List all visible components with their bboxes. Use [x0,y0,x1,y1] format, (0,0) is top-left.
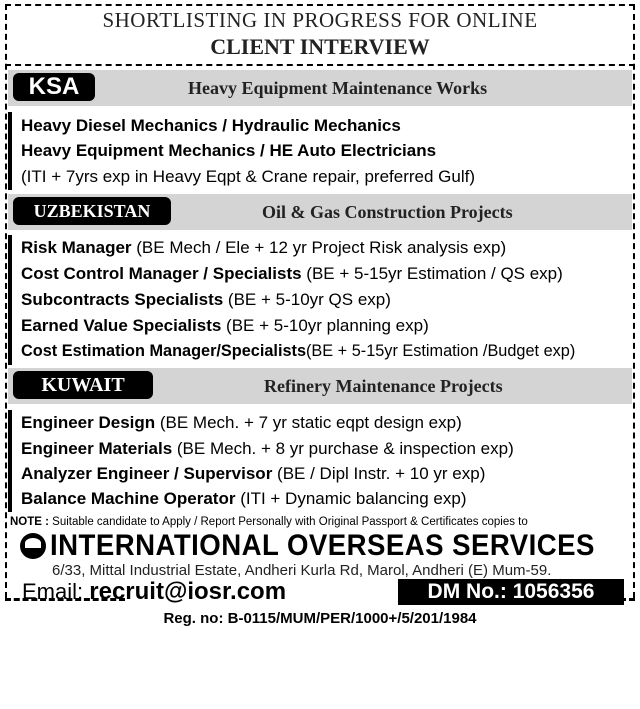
registration-number: Reg. no: B-0115/MUM/PER/1000+/5/201/1984 [163,610,477,627]
job-line: Heavy Diesel Mechanics / Hydraulic Mechanics [21,116,401,135]
country-badge-kuwait: KUWAIT [13,371,153,399]
job-line: Cost Estimation Manager/Specialists(BE + 5-15yr Estimation /Budget exp) [21,342,576,360]
job-line: Engineer Design (BE Mech. + 7 yr static eqpt design exp) [21,413,462,432]
company-name: INTERNATIONAL OVERSEAS SERVICES [50,529,595,562]
country-badge-uzbekistan: UZBEKISTAN [13,197,171,225]
job-line: Risk Manager (BE Mech / Ele + 12 yr Project Risk analysis exp) [21,238,507,257]
header-line-1: SHORTLISTING IN PROGRESS FOR ONLINE [102,8,538,32]
section-band-ksa [8,70,632,106]
section-bar-kuwait [8,410,12,512]
country-badge-ksa: KSA [13,73,95,101]
header-line-2: CLIENT INTERVIEW [210,34,430,59]
company-address: 6/33, Mittal Industrial Estate, Andheri Kurla Rd, Marol, Andheri (E) Mum-59. [52,562,552,579]
job-line: Subcontracts Specialists (BE + 5-10yr QS exp) [21,290,391,309]
section-title-uzbekistan: Oil & Gas Construction Projects [262,202,513,222]
job-line: Heavy Equipment Mechanics / HE Auto Electricians [21,141,437,160]
section-band-kuwait [8,368,632,404]
job-line: Balance Machine Operator (ITI + Dynamic balancing exp) [21,489,467,508]
dm-number: DM No.: 1056356 [398,579,624,605]
job-line: Engineer Materials (BE Mech. + 8 yr purchase & inspection exp) [21,439,514,458]
job-line: Earned Value Specialists (BE + 5-10yr planning exp) [21,316,429,335]
section-band-uzbekistan [8,194,632,230]
job-line: Cost Control Manager / Specialists (BE + 5-15yr Estimation / QS exp) [21,264,563,283]
job-line: Analyzer Engineer / Supervisor (BE / Dipl Instr. + 10 yr exp) [21,464,486,483]
header-divider [5,64,635,66]
company-logo-icon [20,533,46,559]
job-line: (ITI + 7yrs exp in Heavy Eqpt & Crane repair, preferred Gulf) [21,167,475,186]
email-line: Email: recruit@iosr.com [22,578,287,605]
section-bar-uzbekistan [8,235,12,365]
section-title-ksa: Heavy Equipment Maintenance Works [188,78,488,98]
section-title-kuwait: Refinery Maintenance Projects [264,376,503,396]
section-bar-ksa [8,112,12,190]
note-text: NOTE : Suitable candidate to Apply / Report Personally with Original Passport & Certificates copies to [10,516,528,528]
email-address[interactable]: recruit@iosr.com [89,578,287,605]
